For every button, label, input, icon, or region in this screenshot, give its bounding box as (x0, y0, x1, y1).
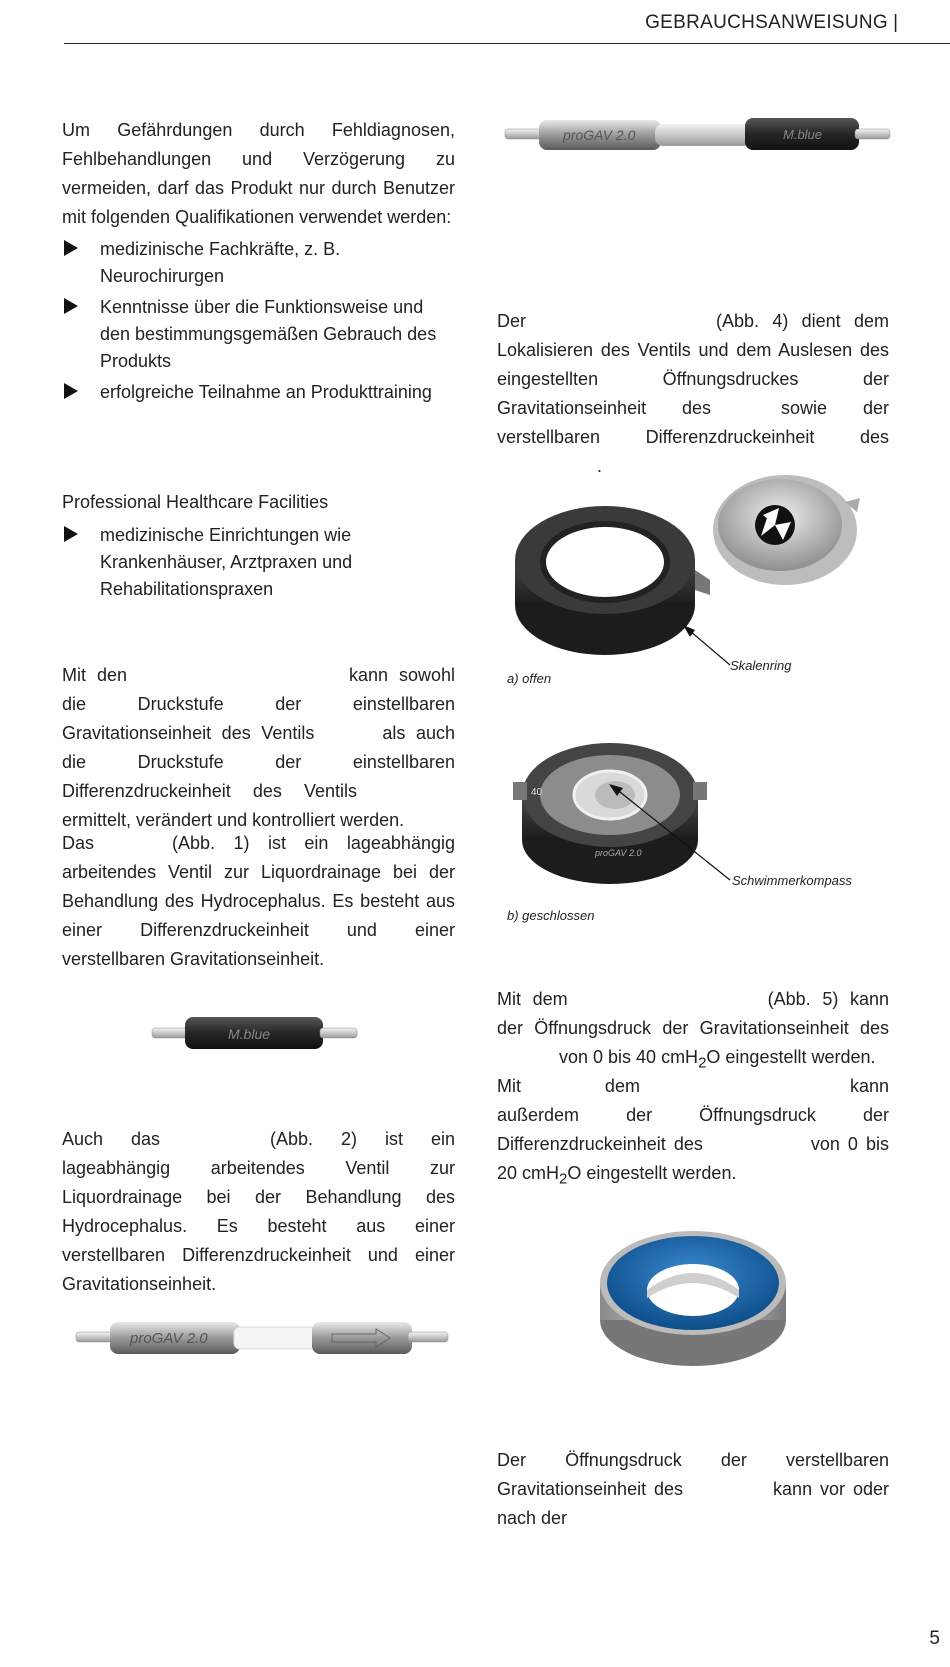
header-rule (64, 43, 950, 44)
progav-label: proGAV 2.0 (130, 1330, 208, 1347)
list-item: medizinische Einrichtungen wie Krankenhäuser, Arztpraxen und Rehabilitationspraxen (62, 522, 442, 603)
mblue-label: M.blue (228, 1026, 271, 1042)
compass-tick-label: 40 (531, 787, 543, 798)
arrow-bullet-icon (64, 298, 78, 314)
label-skalenring: Skalenring (730, 658, 792, 673)
adjustment-ring-figure (598, 1228, 788, 1368)
paragraph-adjustment-differential: Mit dem kann außerdem der Öffnungsdruck der Differenzdruckeinheit des von 0 bis 20 cmH$_2$O eingestellt werden. (497, 1076, 890, 1188)
list-item: Kenntnisse über die Funktionsweise und den bestimmungsgemäßen Gebrauch des Produkts (62, 294, 455, 375)
facilities-list (62, 522, 442, 607)
progav-valve-figure (76, 1318, 448, 1358)
qualification-list (62, 236, 455, 410)
paragraph-instruments: Mit den kann sowohl die Druckstufe der einstellbaren Gravitationseinheit des Ventils als auch die Druckstufe der einstellbaren Differenzdruckeinheit des Ventilsermittelt, verändert und kontrolliert werden. (62, 665, 456, 830)
paragraph-pressure-note: Der Öffnungsdruck der verstellbaren Gravitationseinheit des kann vor oder nach der (497, 1450, 889, 1528)
label-geschlossen: b) geschlossen (507, 908, 595, 923)
paragraph-progav: Das (Abb. 1) ist ein lageabhängig arbeitendes Ventil zur Liquordrainage bei der Behandlung des Hydrocephalus. Es besteht aus einer Differenzdruckeinheit und einer verstellbaren Gravitationseinheit. (62, 833, 455, 969)
header-separator: | (893, 12, 898, 33)
compass-figure (505, 470, 890, 932)
paragraph-compass: Der (Abb. 4) dient dem Lokalisieren des Ventils und dem Auslesen des eingestellten Öffnungsdruckes der Gravitationseinheit des sowie der verstellbaren Differenzdruckeinheit des. (497, 311, 889, 476)
mblue-valve-figure (152, 1014, 357, 1052)
list-item: erfolgreiche Teilnahme an Produkttraining (62, 379, 455, 406)
list-item: medizinische Fachkräfte, z. B. Neurochirurgen (62, 236, 455, 290)
label-schwimmerkompass: Schwimmerkompass (732, 873, 852, 888)
paragraph-mblue: Auch das (Abb. 2) ist ein lageabhängig arbeitendes Ventil zur Liquordrainage bei der Behandlung des Hydrocephalus. Es besteht aus einer verstellbaren Differenzdruckeinheit und einer Gravitationseinheit. (62, 1129, 455, 1294)
progav-mblue-valve-figure (505, 112, 890, 158)
arrow-bullet-icon (64, 383, 78, 399)
header-title: GEBRAUCHSANWEISUNG (645, 12, 888, 33)
page-number: 5 (929, 1628, 940, 1649)
mblue-label: M.blue (783, 127, 823, 142)
arrow-bullet-icon (64, 240, 78, 256)
paragraph-adjustment-gravitation: Mit dem (Abb. 5) kann der Öffnungsdruck der Gravitationseinheit desvon 0 bis 40 cmH$_2$O eingestellt werden. (497, 989, 889, 1072)
compass-ring-text: proGAV 2.0 (595, 848, 642, 858)
facilities-heading: Professional Healthcare Facilities (62, 492, 329, 512)
label-offen: a) offen (507, 671, 552, 686)
progav-label: proGAV 2.0 (563, 127, 636, 143)
arrow-bullet-icon (64, 526, 78, 542)
intro-paragraph: Um Gefährdungen durch Fehldiagnosen, Fehlbehandlungen und Verzögerung zu vermeiden, darf das Produkt nur durch Benutzer mit folgenden Qualifikationen verwendet werden: (62, 120, 455, 227)
